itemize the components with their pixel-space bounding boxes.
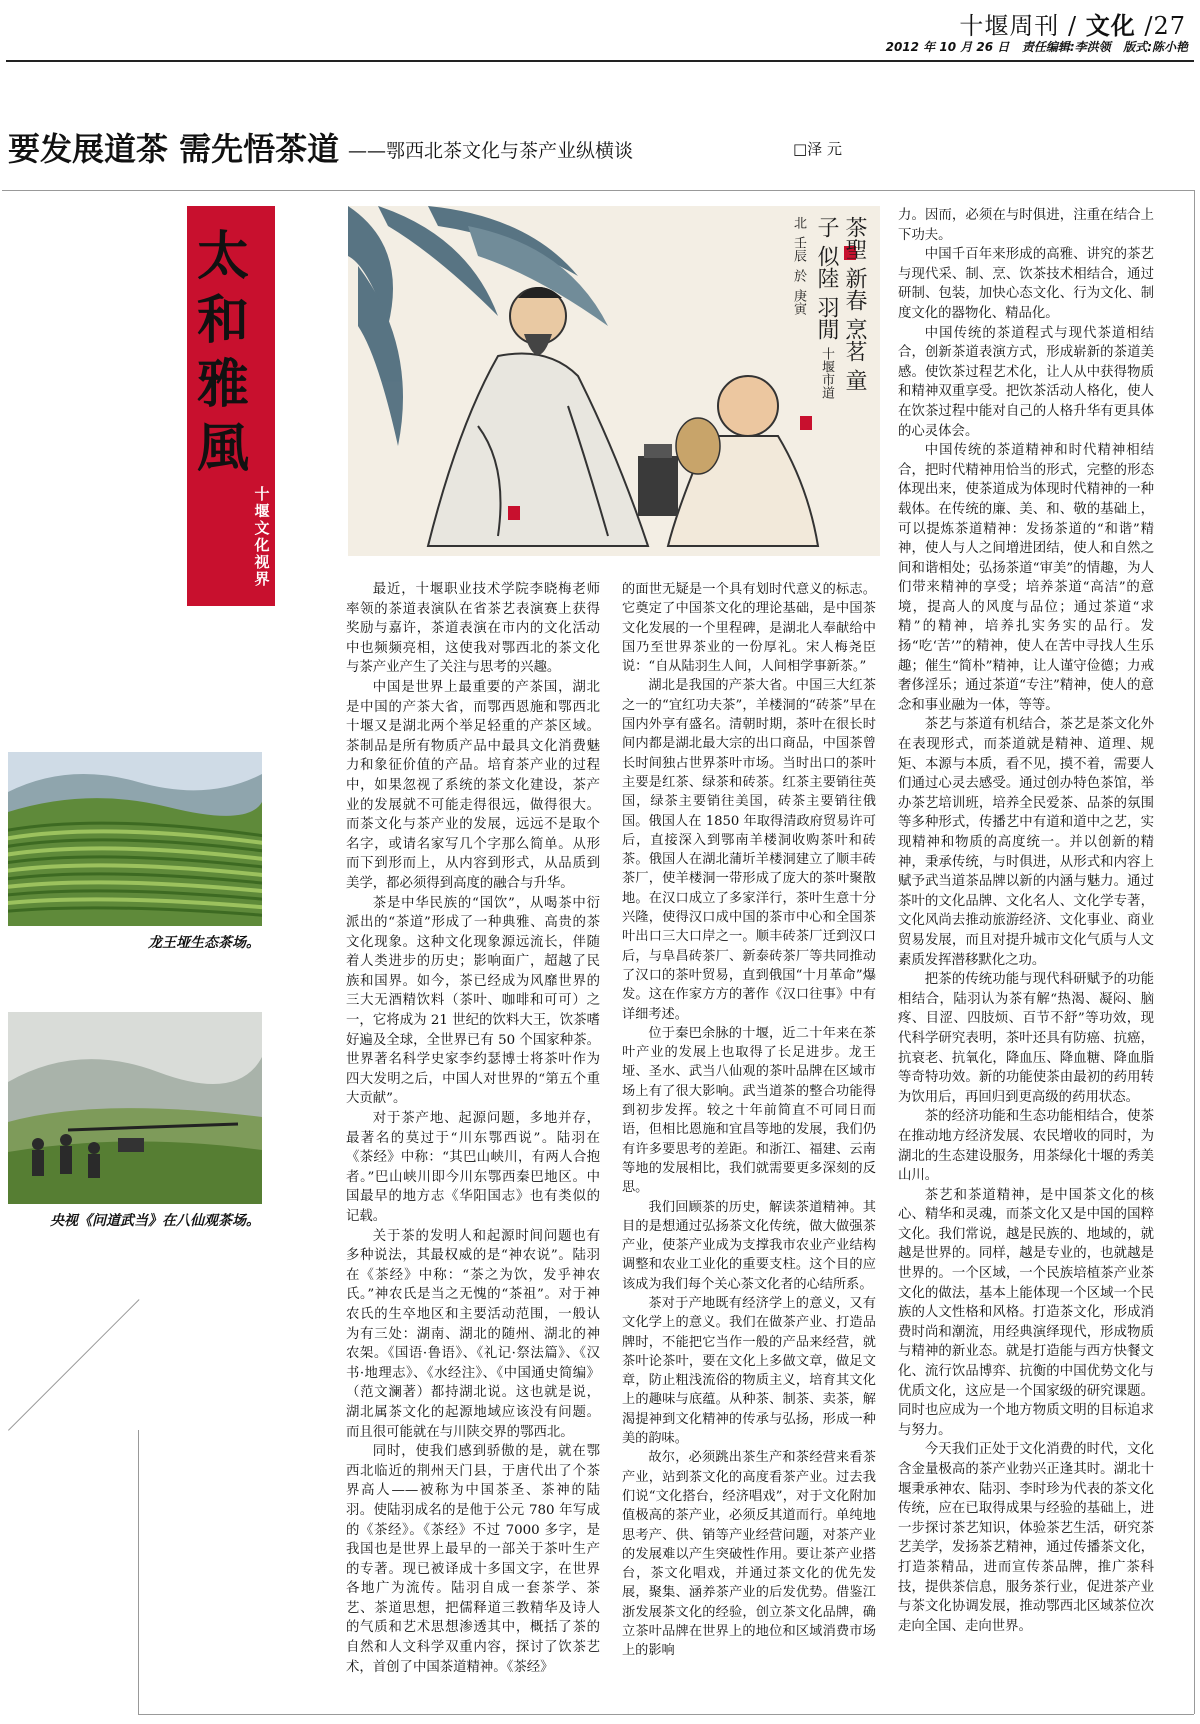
headline: 要发展道茶 需先悟茶道 <box>8 130 340 168</box>
article-column-2 <box>622 580 876 1700</box>
photo-caption: 央视《问道武当》在八仙观茶场。 <box>50 1213 260 1229</box>
inscription-line: 烹茗 <box>842 318 867 362</box>
article-column-1 <box>346 580 600 1700</box>
publication-name: 十堰周刊 <box>959 12 1060 40</box>
paragraph: 中国是世界上最重要的产茶国，湖北是中国的产茶大省，而鄂西恩施和鄂西北十堰又是湖北两个举足轻重的产茶区域。茶制品是所有物质产品中最具文化消费魅力和象征价值的产品。培育茶产业的过程中，如果忽视了系统的茶文化建设，茶产业的发展就不可能走得很远，做得很大。而茶文化与茶产业的发展，远远不是取个名字，或请名家写几个字那么简单。从形而下到形而上，从内容到形式，从品质到美学，都必须得到高度的融合与升华。 <box>346 679 600 891</box>
film-crew-illustration <box>8 1012 262 1204</box>
paragraph: 茶对于产地既有经济学上的意义，又有文化学上的意义。我们在做茶产业、打造品牌时，不能把它当作一般的产品来经营，就茶叶论茶叶，要在文化上多做文章，做足文章，防止粗浅流俗的物质主义，培育其文化上的趣味与底蕴。从种茶、制茶、卖茶，解渴提神到文化精神的传承与弘扬，形成一种美的韵味。 <box>622 1295 876 1447</box>
paragraph: 茶艺与茶道有机结合，茶艺是茶文化外在表现形式，而茶道就是精神、道理、规矩、本源与本质，看不见，摸不着，需要人们通过心灵去感受。通过创办特色茶馆，举办茶艺培训班，培养全民爱茶、品茶的氛围等多种形式，传播艺中有道和道中之艺，实现精神和物质的高度统一。并以创新的精神，秉承传统，与时俱进，从形式和内容上赋予武当道茶品牌以新的内涵与魅力。通过茶叶的文化品牌、文化名人、文化学专著，文化风尚去推动旅游经济、文化事业、商业贸易发展，而且对提升城市文化气质与人文素质发挥潜移默化之功。 <box>898 717 1154 968</box>
paragraph: 同时，使我们感到骄傲的是，就在鄂西北临近的荆州天门县，于唐代出了个茶界高人——被称为中国茶圣、茶神的陆羽。使陆羽成名的是他于公元 780 年写成的《茶经》。《茶经》不过 7000 多字，是我国也是世界上最早的一部关于茶叶生产的专著。现已被译成十多国文字，在世界各地广为流传。陆羽自成一套茶学、茶艺、茶道思想，把儒释道三教精华及诗人的气质和艺术思想渗透其中，概括了茶的自然和人文科学双重内容，探讨了饮茶艺术，首创了中国茶道精神。《茶经》 <box>346 1444 600 1675</box>
paragraph: 湖北是我国的产茶大省。中国三大红茶之一的“宜红功夫茶”，羊楼洞的“砖茶”早在国内外享有盛名。清朝时期，茶叶在很长时间内都是湖北最大宗的出口商品，中国茶曾长时间独占世界茶叶市场。当时出口的茶叶主要是红茶、绿茶和砖茶。红茶主要销往英国，绿茶主要销往美国，砖茶主要销往俄国。俄国人在 1850 年取得清政府贸易许可后，直接深入到鄂南羊楼洞收购茶叶和砖茶。俄国人在湖北蒲圻羊楼洞建立了顺丰砖茶厂，使羊楼洞一带形成了庞大的茶叶聚散地。在汉口成立了多家洋行，茶叶生意十分兴隆，使得汉口成中国的茶市中心和全国茶叶出口三大口岸之一。顺丰砖茶厂迁到汉口后，与阜昌砖茶厂、新泰砖茶厂等共同推动了汉口的茶叶贸易，直到俄国“十月革命”爆发。这在作家方方的著作《汉口往事》中有详细考述。 <box>622 678 876 1022</box>
inscription-line: 童子 <box>814 216 867 391</box>
inscription-line: 似陸 <box>814 245 839 289</box>
inscription-line: 羽閒 <box>814 296 839 340</box>
frame-top-rule <box>2 190 1194 191</box>
paragraph: 中国传统的茶道精神和时代精神相结合，把时代精神用恰当的形式，完整的形态体现出来，使茶道成为体现时代精神的一种载体。在传统的廉、美、和、敬的基础上，可以提炼茶道精神：发扬茶道的“和谐”精神，使人与人之间增进团结，使人和自然之间和谐相处；弘扬茶道“审美”的情趣，为人们带来精神的享受；培养茶道“高洁”的意境，提高人的风度与品位；通过茶道“求精”的精神，培养扎实务实的品行。发扬“吃‘苦’”的精神，使人在苦中寻找人生乐趣；催生“简朴”精神，让人谨守俭德；力戒奢侈淫乐；通过茶道“专注”精神，使人的意念和事业融为一体，等等。 <box>898 443 1154 713</box>
paragraph: 我们回顾茶的历史，解读茶道精神。其目的是想通过弘扬茶文化传统，做大做强茶产业，使茶产业成为支撑我市农业产业结构调整和农业工业化的重要支柱。这个目的应该成为我们每个关心茶文化者的心结所系。 <box>622 1199 876 1292</box>
banner-char: 風 <box>197 418 250 479</box>
inscription-line: 於 <box>791 269 806 282</box>
inscription-line: 壬辰 <box>791 236 806 262</box>
inscription-line: 庚寅 <box>791 289 806 315</box>
paragraph: 中国千百年来形成的高雅、讲究的茶艺与现代采、制、烹、饮茶技术相结合，通过研制、包装，加快心态文化、行为文化、制度文化的器物化、精品化。 <box>898 247 1154 321</box>
frame-right-rule <box>1194 190 1195 1714</box>
paragraph: 关于茶的发明人和起源时间问题也有多种说法，其最权威的是“神农说”。陆羽在《茶经》中称：“茶之为饮，发乎神农氏。”神农氏是当之无愧的“茶祖”。对于神农氏的生卒地区和主要活动范围，一般认为有三处：湖南、湖北的随州、湖北的神农架。《国语·鲁语》、《礼记·祭法篇》、《汉书·地理志》、《水经注》、《中国通史简编》（范文澜著）都持湖北说。这也就是说，湖北属茶文化的起源地域应该没有问题。而且很可能就在与川陕交界的鄂西北。 <box>346 1228 600 1440</box>
painting-inscription <box>618 216 868 406</box>
frame-diagonal <box>8 1299 140 1431</box>
banner-char: 和 <box>197 290 250 351</box>
paragraph: 力。因而，必须在与时俱进，注重在结合上下功夫。 <box>898 208 1154 243</box>
header-rule <box>6 60 1194 62</box>
banner-char: 太 <box>197 226 250 287</box>
editor-credit: 责任编辑:李洪领 <box>1021 40 1111 54</box>
paragraph: 对于茶产地、起源问题，多地并存，最著名的莫过于“川东鄂西说”。陆羽在《茶经》中称：“其巴山峡川，有两人合抱者。”巴山峡川即今川东鄂西秦巴地区。中国最早的地方志《华阳国志》也有类似的记载。 <box>346 1111 600 1224</box>
author-byline: □泽 元 <box>793 140 842 158</box>
section-name: 文化 <box>1085 12 1136 40</box>
layout-credit: 版式:陈小艳 <box>1123 40 1188 54</box>
tea-terrace-illustration <box>8 752 262 926</box>
paragraph: 把茶的传统功能与现代科研赋予的功能相结合，陆羽认为茶有解“热渴、凝闷、脑疼、目涩、四肢烦、百节不舒”等功效，现代科学研究表明，茶叶还具有防癌、抗癌，抗衰老、抗氧化，降血压、降血糖、降血脂等奇特功效。新的功能使茶由最初的药用转为饮用后，再回归到更高级的药用状态。 <box>898 972 1154 1105</box>
paragraph: 最近，十堰职业技术学院李晓梅老师率领的茶道表演队在省茶艺表演赛上获得奖励与嘉许，茶道表演在市内的文化活动中也频频亮相，这使我对鄂西北的茶文化与茶产业产生了关注与思考的兴趣。 <box>346 582 600 676</box>
publication-header: 十堰周刊 / 文化 /27 <box>959 12 1186 40</box>
paragraph: 中国传统的茶道程式与现代茶道相结合，创新茶道表演方式，形成崭新的茶道美感。使饮茶过程艺术化，让人从中获得物质和精神双重享受。把饮茶活动人格化，使人在饮茶过程中能对自己的人格升华有更具体的心灵体会。 <box>898 325 1154 439</box>
tea-garden-photo <box>8 752 262 926</box>
banner-sub-label: 十堰文化视界 <box>254 485 270 588</box>
photo-caption: 龙王垭生态茶场。 <box>148 935 260 951</box>
subheadline: ——鄂西北茶文化与茶产业纵横谈 <box>348 140 634 162</box>
paragraph: 故尔，必须跳出茶生产和茶经营来看茶产业，站到茶文化的高度看茶产业。过去我们说“文化搭台，经济唱戏”，对于文化附加值极高的茶产业，必须反其道而行。单纯地思考产、供、销等产业经营问题，对茶产业的发展难以产生突破性作用。要让茶产业搭台，茶文化唱戏，并通过茶文化的优先发展，聚集、涵养茶产业的后发优势。借鉴江浙发展茶文化的经验，创立茶文化品牌，确立茶叶品牌在世界上的地位和区域消费市场上的影响 <box>622 1450 876 1659</box>
film-crew-photo <box>8 1012 262 1204</box>
paragraph: 位于秦巴余脉的十堰，近二十年来在茶叶产业的发展上也取得了长足进步。龙王垭、圣水、武当八仙观的茶叶品牌在区域市场上有了很大影响。武当道茶的整合功能得到初步发挥。较之十年前简直不可同日而语，但相比恩施和宜昌等地的发展，我们仍有许多要思考的差距。和浙江、福建、云南等地的发展相比，我们就需要更多深刻的反思。 <box>622 1025 876 1196</box>
inscription-line: 十堰市道北 <box>791 216 834 399</box>
banner-char: 雅 <box>197 354 250 415</box>
page-number: /27 <box>1144 12 1186 40</box>
masthead-meta <box>886 38 1188 55</box>
frame-bottom-rule <box>138 1714 1194 1715</box>
paragraph: 茶艺和茶道精神，是中国茶文化的核心、精华和灵魂，而茶文化又是中国的国粹文化。我们常说，越是民族的、地域的，就越是世界的。同样，越是专业的，也就越是世界的。一个区域，一个民族培植茶产业茶文化的做法，基本上能体现一个区域一个民族的人文性格和风格。打造茶文化，形成消费时尚和潮流，用经典演绎现代，形成物质与精神的新业态。就是打造能与西方快餐文化、流行饮品博弈、抗衡的中国优势文化与优质文化，这应是一个国家级的研究课题。同时也应成为一个地方物质文明的目标追求与努力。 <box>898 1187 1154 1438</box>
paragraph: 今天我们正处于文化消费的时代，文化含金量极高的茶产业勃兴正逢其时。湖北十堰秉承神农、陆羽、李时珍为代表的茶文化传统，应在已取得成果与经验的基础上，进一步探讨茶艺知识，体验茶艺生活，研究茶艺美学，发扬茶艺精神，通过传播茶文化，打造茶精品，进而宣传茶品牌，推广茶科技，提供茶信息，服务茶行业，促进茶产业与茶文化协调发展，推动鄂西北区域茶位次走向全国、走向世界。 <box>898 1442 1154 1634</box>
tea-sage-painting <box>348 206 880 556</box>
frame-left-rule <box>138 1430 139 1714</box>
paragraph: 茶的经济功能和生态功能相结合，使茶在推动地方经济发展、农民增收的同时，为湖北的生态建设服务，用茶绿化十堰的秀美山川。 <box>898 1109 1154 1184</box>
inscription-line: 茶聖 <box>842 216 867 260</box>
issue-date: 2012 年 10 月 26 日 <box>885 40 1010 54</box>
paragraph: 茶是中华民族的“国饮”，从喝茶中衍派出的“茶道”形成了一种典雅、高贵的茶文化现象。这种文化现象源远流长，伴随着人类进步的历史；影响面广，超越了民族和国界。如今，茶已经成为风靡世界的三大无酒精饮料（茶叶、咖啡和可可）之一，它将成为 21 世纪的饮料大王，饮茶嗜好遍及全球，全世界已有 50 个国家种茶。世界著名科学史家李约瑟博士将茶叶作为四大发明之后，中国人对世界的“第五个重大贡献”。 <box>346 895 600 1107</box>
paragraph: 的面世无疑是一个具有划时代意义的标志。它奠定了中国茶文化的理论基础，是中国茶文化发展的一个里程碑，是湖北人奉献给中国乃至世界茶业的一份厚礼。宋人梅尧臣说：“自从陆羽生人间，人间相学事新茶。” <box>622 582 876 675</box>
inscription-line: 新春 <box>842 267 867 311</box>
column-banner <box>187 206 275 606</box>
article-column-3 <box>898 206 1154 1700</box>
